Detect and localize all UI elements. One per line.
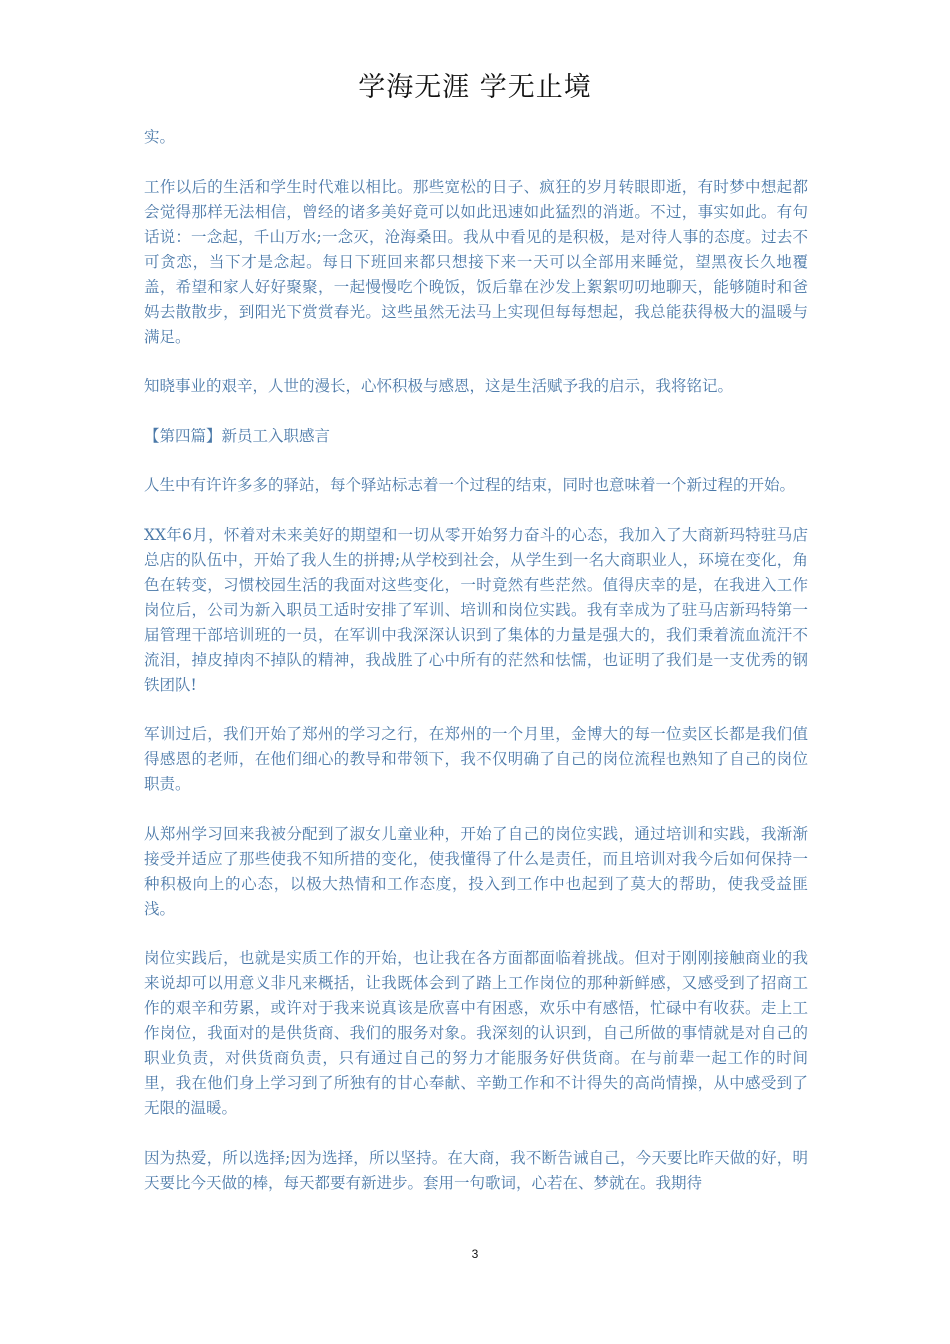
paragraph-continuation: 实。 bbox=[144, 128, 176, 146]
page-header-title: 学海无涯 学无止境 bbox=[358, 72, 592, 103]
paragraph-intro: 人生中有许许多多的驿站，每个驿站标志着一个过程的结束，同时也意味着一个新过程的开始。 bbox=[144, 476, 796, 494]
paragraph-work-life: 工作以后的生活和学生时代难以相比。那些宽松的日子、疯狂的岁月转眼即逝，有时梦中想起都会觉得那样无法相信，曾经的诸多美好竟可以如此迅速如此猛烈的消逝。不过，事实如此。有句话说：一念起，千山万水;一念灭，沧海桑田。我从中看见的是积极，是对待人事的态度。过去不可贪恋，当下才是念起。每日下班回来都只想接下来一天可以全部用来睡觉，望黑夜长久地覆盖，希望和家人好好聚聚，一起慢慢吃个晚饭，饭后靠在沙发上絮絮叨叨地聊天，能够随时和爸妈去散散步，到阳光下赏赏春光。这些虽然无法马上实现但每每想起，我总能获得极大的温暖与满足。 bbox=[144, 177, 808, 346]
paragraph-practice: 从郑州学习回来我被分配到了淑女儿童业种，开始了自己的岗位实践，通过培训和实践，我渐渐接受并适应了那些使我不知所措的变化，使我懂得了什么是责任，而且培训对我今后如何保持一种积极向上的心态，以极大热情和工作态度，投入到工作中也起到了莫大的帮助，使我受益匪浅。 bbox=[144, 824, 808, 918]
paragraph-insight: 知晓事业的艰辛，人世的漫长，心怀积极与感恩，这是生活赋予我的启示，我将铭记。 bbox=[144, 377, 734, 395]
paragraph-joining: XX年6月，怀着对未来美好的期望和一切从零开始努力奋斗的心态，我加入了大商新玛特驻马店总店的队伍中，开始了我人生的拼搏;从学校到社会，从学生到一名大商职业人，环境在变化，角色在转变，习惯校园生活的我面对这些变化，一时竟然有些茫然。值得庆幸的是，在我进入工作岗位后，公司为新入职员工适时安排了军训、培训和岗位实践。我有幸成为了驻马店新玛特第一届管理干部培训班的一员，在军训中我深深认识到了集体的力量是强大的，我们秉着流血流汗不流泪，掉皮掉肉不掉队的精神，我战胜了心中所有的茫然和怯懦，也证明了我们是一支优秀的钢铁团队! bbox=[144, 525, 808, 694]
paragraph-challenges: 岗位实践后，也就是实质工作的开始，也让我在各方面都面临着挑战。但对于刚刚接触商业的我来说却可以用意义非凡来概括，让我既体会到了踏上工作岗位的那种新鲜感，又感受到了招商工作的艰辛和劳累，或许对于我来说真该是欣喜中有困惑，欢乐中有感悟，忙碌中有收获。走上工作岗位，我面对的是供货商、我们的服务对象。我深刻的认识到，自己所做的事情就是对自己的职业负责，对供货商负责，只有通过自己的努力才能服务好供货商。在与前辈一起工作的时间里，我在他们身上学习到了所独有的甘心奉献、辛勤工作和不计得失的高尚情操，从中感受到了无限的温暖。 bbox=[144, 949, 808, 1117]
section-heading: 【第四篇】新员工入职感言 bbox=[144, 426, 331, 445]
paragraph-zhengzhou-study: 军训过后，我们开始了郑州的学习之行，在郑州的一个月里，金博大的每一位卖区长都是我们值得感恩的老师，在他们细心的教导和带领下，我不仅明确了自己的岗位流程也熟知了自己的岗位职责。 bbox=[144, 725, 808, 793]
document-body bbox=[144, 125, 808, 1220]
page-number: 3 bbox=[471, 1247, 479, 1261]
paragraph-closing: 因为热爱，所以选择;因为选择，所以坚持。在大商，我不断告诫自己，今天要比昨天做的好，明天要比今天做的棒，每天都要有新进步。套用一句歌词，心若在、梦就在。我期待 bbox=[144, 1148, 808, 1192]
